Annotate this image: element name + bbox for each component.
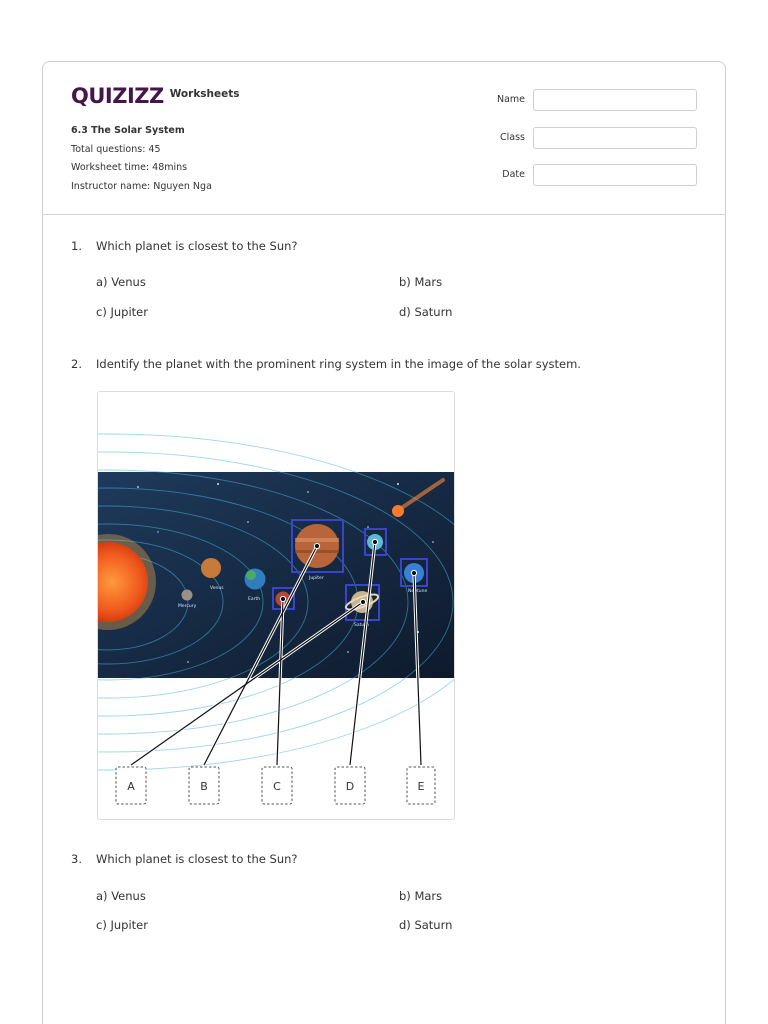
option-d[interactable]: d) Saturn <box>399 918 453 932</box>
planet-label-jupiter: Jupiter <box>309 576 324 581</box>
worksheet-page <box>42 61 726 1024</box>
answer-box-a[interactable] <box>116 767 146 804</box>
class-field[interactable] <box>533 127 697 149</box>
brand-subtitle: Worksheets <box>169 88 240 100</box>
question-number: 2. <box>71 357 82 371</box>
planet-label-mercury: Mercury <box>178 604 197 609</box>
planet-label-neptune: Neptune <box>408 589 428 594</box>
answer-box-label: D <box>345 780 355 793</box>
logo <box>71 84 240 108</box>
question-1 <box>71 239 298 253</box>
option-c[interactable]: c) Jupiter <box>96 305 148 319</box>
answer-box-label: B <box>200 780 208 793</box>
question-3 <box>71 852 298 866</box>
option-c[interactable]: c) Jupiter <box>96 918 148 932</box>
planet-label-saturn: Saturn <box>354 623 369 628</box>
question-number: 1. <box>71 239 82 253</box>
total-questions: Total questions: 45 <box>71 143 161 155</box>
question-text: Which planet is closest to the Sun? <box>96 852 298 866</box>
question-text: Which planet is closest to the Sun? <box>96 239 298 253</box>
solar-system-figure <box>97 391 455 820</box>
question-number: 3. <box>71 852 82 866</box>
worksheet-title: 6.3 The Solar System <box>71 125 185 136</box>
worksheet-meta <box>71 122 212 196</box>
class-label: Class <box>500 132 525 143</box>
question-2 <box>71 357 581 371</box>
mercury-planet <box>182 590 193 601</box>
worksheet-time: Worksheet time: 48mins <box>71 162 188 173</box>
option-a[interactable]: a) Venus <box>96 889 146 903</box>
option-b[interactable]: b) Mars <box>399 889 443 903</box>
planet-label-earth: Earth <box>248 597 261 602</box>
option-b[interactable]: b) Mars <box>399 275 443 289</box>
option-a[interactable]: a) Venus <box>96 275 146 289</box>
brand-logo: QUIZIZZ <box>71 84 164 108</box>
answer-boxes <box>116 767 435 804</box>
answer-box-label: E <box>417 780 425 793</box>
worksheet-header <box>43 62 725 215</box>
option-d[interactable]: d) Saturn <box>399 305 453 319</box>
name-field[interactable] <box>533 89 697 111</box>
answer-box-label: C <box>273 780 281 793</box>
answer-box-c[interactable] <box>262 767 292 804</box>
question-text: Identify the planet with the prominent ring system in the image of the solar system. <box>96 357 581 371</box>
date-label: Date <box>502 169 525 180</box>
solar-system-image <box>98 392 455 820</box>
date-field[interactable] <box>533 164 697 186</box>
venus-planet <box>201 558 221 578</box>
instructor-name: Instructor name: Nguyen Nga <box>71 180 212 192</box>
answer-box-e[interactable] <box>407 767 435 804</box>
answer-box-d[interactable] <box>335 767 365 804</box>
answer-box-label: A <box>127 780 135 793</box>
name-label: Name <box>496 94 525 105</box>
planet-label-venus: Venus <box>210 586 224 591</box>
answer-box-b[interactable] <box>189 767 219 804</box>
